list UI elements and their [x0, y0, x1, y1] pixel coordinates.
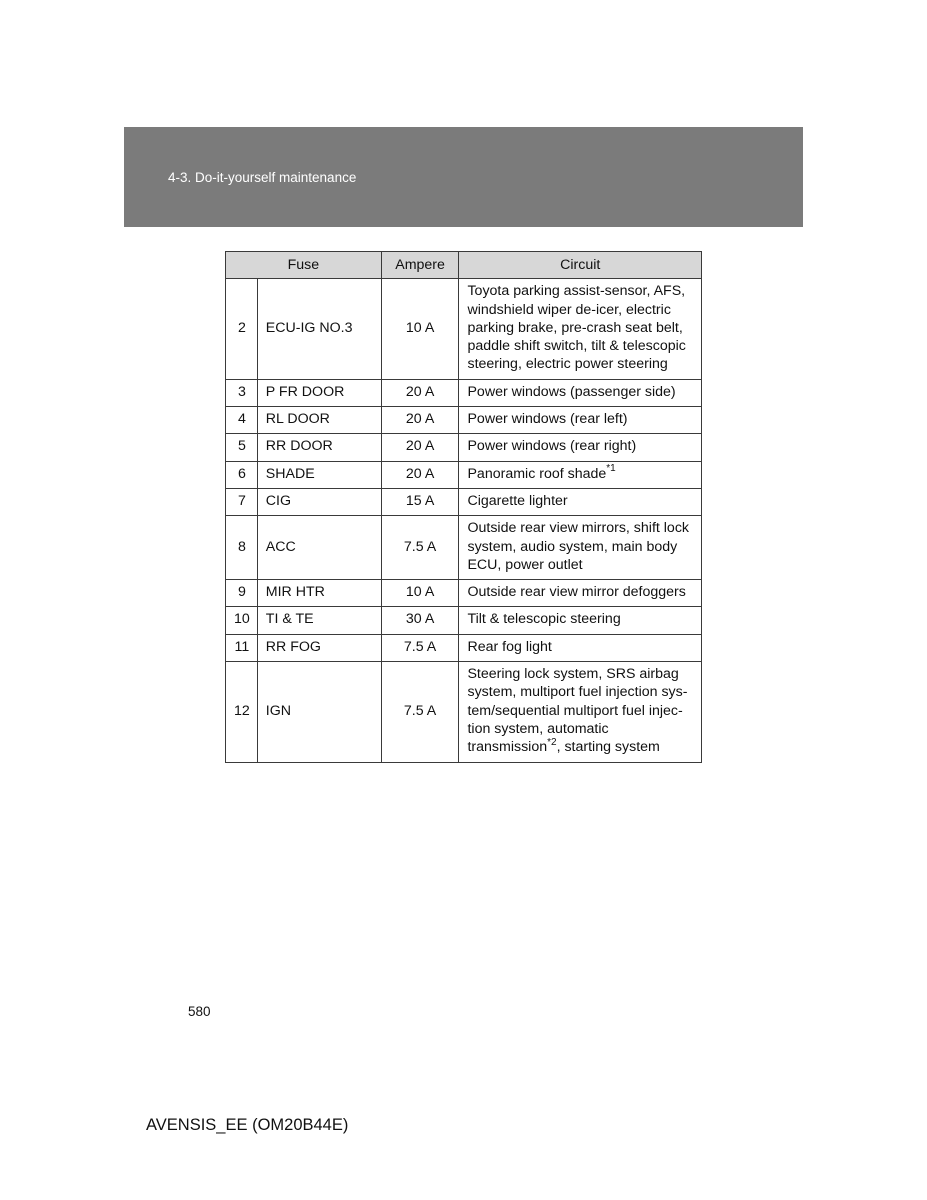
- fuse-circuit: Outside rear view mirrors, shift lock system, audio system, main body ECU, power outlet: [459, 516, 702, 580]
- fuse-circuit: Rear fog light: [459, 634, 702, 661]
- fuse-circuit: [459, 461, 702, 488]
- fuse-ampere: 15 A: [381, 488, 459, 515]
- fuse-number: 12: [226, 662, 258, 762]
- fuse-circuit: Power windows (rear right): [459, 434, 702, 461]
- fuse-ampere: 20 A: [381, 461, 459, 488]
- fuse-number: 5: [226, 434, 258, 461]
- table-row: [226, 279, 702, 379]
- table-row: [226, 634, 702, 661]
- fuse-circuit: Toyota parking assist-sensor, AFS, windshield wiper de-icer, electric parking brake, pre-crash seat belt, paddle shift switch, tilt & telescopic steering, electric power steering: [459, 279, 702, 379]
- section-title: 4-3. Do-it-yourself maintenance: [168, 170, 357, 185]
- fuse-name: RR FOG: [257, 634, 381, 661]
- fuse-table: [225, 251, 702, 763]
- fuse-name: TI & TE: [257, 607, 381, 634]
- fuse-ampere: 7.5 A: [381, 662, 459, 762]
- fuse-ampere: 10 A: [381, 279, 459, 379]
- table-header-row: [226, 252, 702, 279]
- fuse-number: 8: [226, 516, 258, 580]
- table-row: [226, 379, 702, 406]
- fuse-number: 6: [226, 461, 258, 488]
- fuse-ampere: 20 A: [381, 434, 459, 461]
- fuse-number: 10: [226, 607, 258, 634]
- fuse-name: ECU-IG NO.3: [257, 279, 381, 379]
- fuse-name: IGN: [257, 662, 381, 762]
- column-header-circuit: Circuit: [459, 252, 702, 279]
- fuse-ampere: 7.5 A: [381, 516, 459, 580]
- fuse-number: 3: [226, 379, 258, 406]
- fuse-number: 11: [226, 634, 258, 661]
- fuse-name: RR DOOR: [257, 434, 381, 461]
- table-row: [226, 580, 702, 607]
- table-row: [226, 461, 702, 488]
- table-row: [226, 516, 702, 580]
- fuse-circuit: Power windows (passenger side): [459, 379, 702, 406]
- column-header-fuse: Fuse: [226, 252, 382, 279]
- fuse-circuit: Tilt & telescopic steering: [459, 607, 702, 634]
- fuse-ampere: 20 A: [381, 407, 459, 434]
- fuse-number: 4: [226, 407, 258, 434]
- fuse-ampere: 20 A: [381, 379, 459, 406]
- fuse-name: P FR DOOR: [257, 379, 381, 406]
- fuse-circuit: Cigarette lighter: [459, 488, 702, 515]
- fuse-ampere: 7.5 A: [381, 634, 459, 661]
- page-number: 580: [188, 1004, 211, 1019]
- manual-code: AVENSIS_EE (OM20B44E): [146, 1116, 349, 1134]
- fuse-number: 9: [226, 580, 258, 607]
- fuse-circuit: Outside rear view mirror defoggers: [459, 580, 702, 607]
- fuse-number: 7: [226, 488, 258, 515]
- circuit-text: Steering lock system, SRS airbag system, multiport fuel injection sys-tem/sequential multiport fuel injec-tion system, automatic transmission: [467, 666, 688, 756]
- fuse-circuit: [459, 662, 702, 762]
- table-row: [226, 607, 702, 634]
- fuse-name: SHADE: [257, 461, 381, 488]
- fuse-number: 2: [226, 279, 258, 379]
- fuse-ampere: 10 A: [381, 580, 459, 607]
- circuit-text: Panoramic roof shade: [467, 465, 607, 482]
- fuse-ampere: 30 A: [381, 607, 459, 634]
- fuse-name: MIR HTR: [257, 580, 381, 607]
- column-header-ampere: Ampere: [381, 252, 459, 279]
- table-row: [226, 434, 702, 461]
- footnote-marker: *1: [606, 462, 616, 474]
- fuse-circuit: Power windows (rear left): [459, 407, 702, 434]
- fuse-name: CIG: [257, 488, 381, 515]
- table-row: [226, 407, 702, 434]
- footnote-marker: *2: [547, 736, 557, 748]
- fuse-name: RL DOOR: [257, 407, 381, 434]
- section-header-band: [124, 127, 803, 227]
- table-row: [226, 488, 702, 515]
- table-row: [226, 662, 702, 762]
- fuse-name: ACC: [257, 516, 381, 580]
- circuit-text-continued: , starting system: [556, 739, 660, 756]
